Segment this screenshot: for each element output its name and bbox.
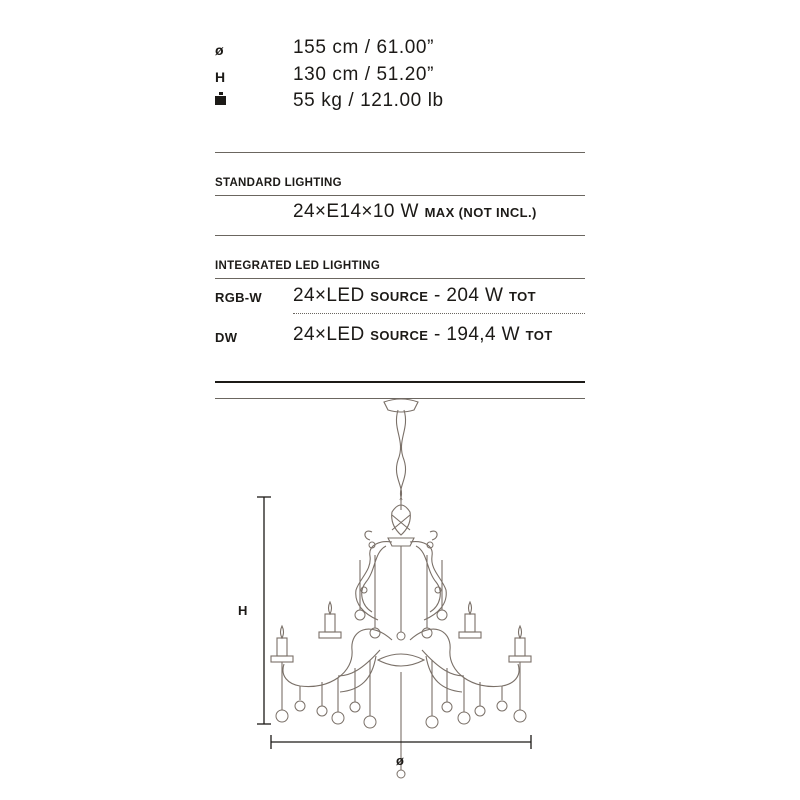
dw-label: DW bbox=[215, 330, 238, 345]
dw-tot: TOT bbox=[525, 328, 553, 343]
dw-dash: - bbox=[428, 324, 447, 345]
height-dimension-label: H bbox=[238, 603, 248, 618]
rgbw-label: RGB-W bbox=[215, 290, 262, 305]
dw-watt: 194,4 W bbox=[446, 324, 520, 345]
diameter-symbol: ø bbox=[215, 42, 224, 58]
height-symbol: H bbox=[215, 69, 226, 85]
rgbw-source: SOURCE bbox=[370, 289, 429, 304]
diameter-dimension-label: ø bbox=[396, 753, 404, 768]
weight-value: 55 kg / 121.00 lb bbox=[293, 90, 444, 111]
dw-main: 24×LED bbox=[293, 324, 365, 345]
rgbw-watt: 204 W bbox=[446, 285, 504, 306]
diameter-value: 155 cm / 61.00” bbox=[293, 37, 435, 58]
rgbw-main: 24×LED bbox=[293, 285, 365, 306]
dw-source: SOURCE bbox=[370, 328, 429, 343]
standard-lighting-main: 24×E14×10 W bbox=[293, 201, 419, 222]
integrated-led-heading: INTEGRATED LED LIGHTING bbox=[215, 260, 381, 272]
standard-lighting-heading: STANDARD LIGHTING bbox=[215, 177, 342, 189]
standard-lighting-suffix: MAX (NOT INCL.) bbox=[424, 205, 537, 220]
rgbw-tot: TOT bbox=[509, 289, 536, 304]
rgbw-dash: - bbox=[428, 285, 447, 306]
height-value: 130 cm / 51.20” bbox=[293, 64, 435, 85]
